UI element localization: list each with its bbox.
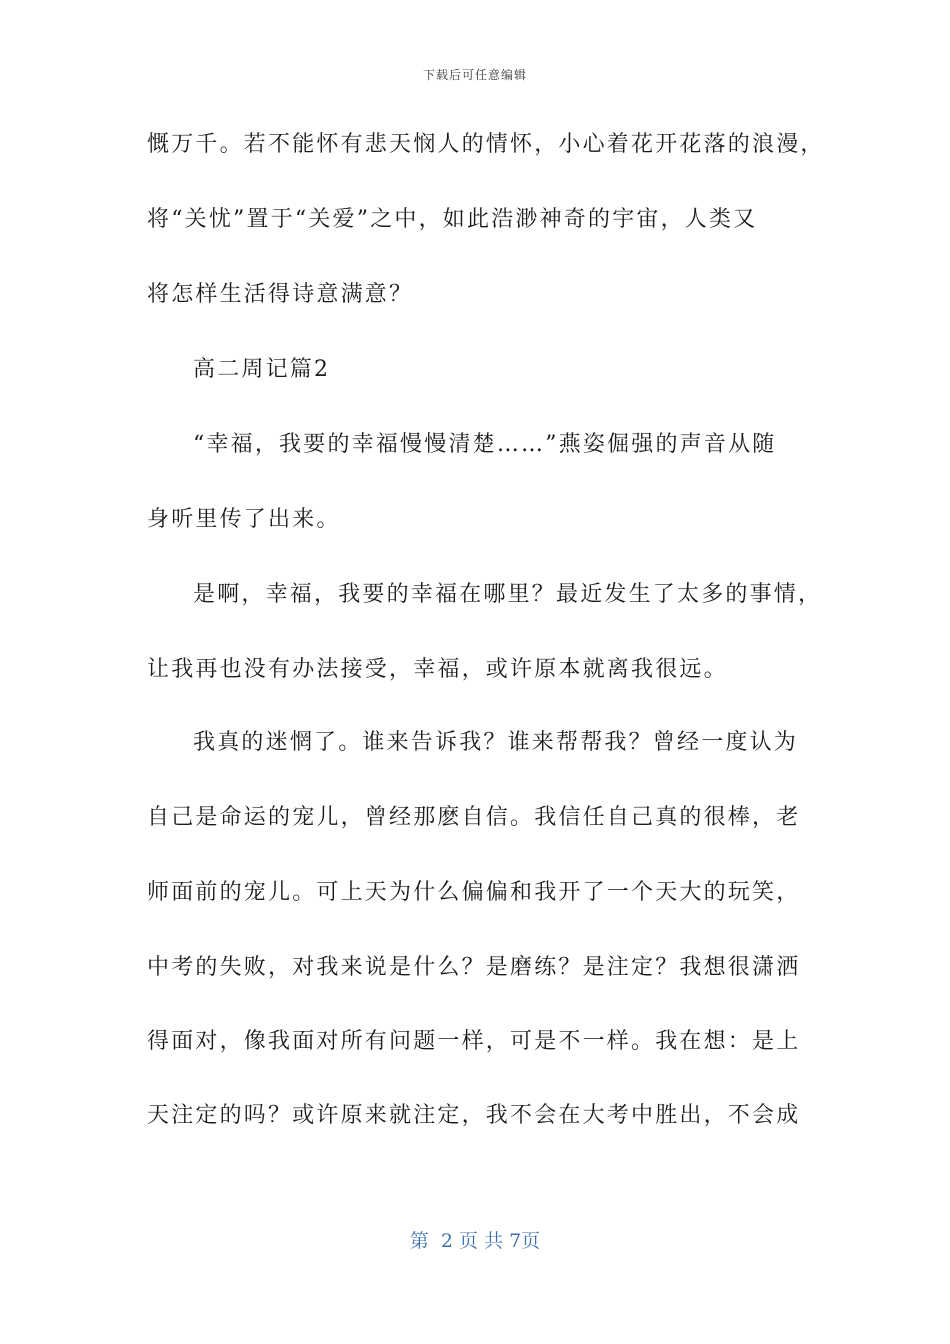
body-line: 慨万千。若不能怀有悲天悯人的情怀，小心着花开花落的浪漫， [147,132,825,157]
body-line: 将“关忧”置于“关爱”之中，如此浩渺神奇的宇宙，人类又 [147,207,758,232]
body-line: 自己是命运的宠儿，曾经那麽自信。我信任自己真的很棒，老 [147,805,801,830]
body-line: 中考的失败，对我来说是什么？是磨练？是注定？我想很潇洒 [147,955,801,980]
paragraph-start: 是啊，幸福，我要的幸福在哪里？最近发生了太多的事情， [193,582,823,607]
body-line: 得面对，像我面对所有问题一样，可是不一样。我在想：是上 [147,1029,801,1054]
body-line: 身听里传了出来。 [147,507,341,532]
body-line: 让我再也没有办法接受，幸福，或许原本就离我很远。 [147,657,728,682]
page-number: 第 2 页 共 7页 [409,1230,541,1252]
body-line: 将怎样生活得诗意满意？ [147,282,414,307]
paragraph-start: “幸福，我要的幸福慢慢清楚……”燕姿倔强的声音从随 [193,432,777,457]
paragraph-start: 我真的迷惘了。谁来告诉我？谁来帮帮我？曾经一度认为 [193,730,799,755]
section-heading: 高二周记篇2 [193,357,331,382]
body-line: 师面前的宠儿。可上天为什么偏偏和我开了一个天大的玩笑， [147,880,801,905]
body-line: 天注定的吗？或许原来就注定，我不会在大考中胜出，不会成 [147,1103,801,1128]
header-note: 下载后可任意编辑 [422,68,527,82]
